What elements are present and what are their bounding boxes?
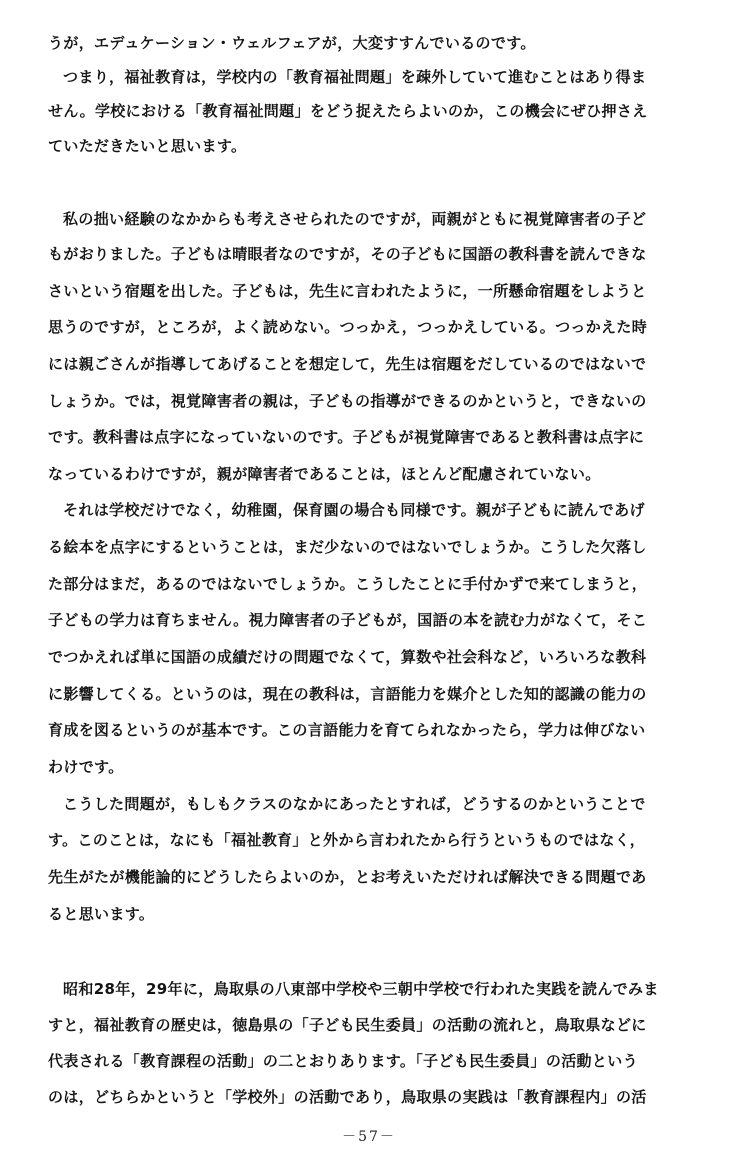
text-line: ていただきたいと思います。: [48, 137, 247, 155]
text-line: 先生がたが機能論的にどうしたらよいのか，とお考えいただければ解決できる問題であ: [48, 868, 647, 886]
text-line: す。このことは，なにも「福祉教育」と外から言われたから行うというものではなく，: [48, 831, 646, 849]
text-line: 育成を図るというのが基本です。この言語能力を育てられなかったら，学力は伸びない: [48, 721, 646, 739]
text-line: です。教科書は点字になっていないのです。子どもが視覚障害であると教科書は点字に: [48, 428, 645, 446]
text-line: もがおりました。子どもは晴眼者なのですが，その子どもに国語の教科書を読んできな: [48, 245, 647, 263]
text-line: に影響してくる。というのは，現在の教科は，言語能力を媒介とした知的認識の能力の: [48, 685, 647, 703]
text-line: 子どもの学力は育ちません。視力障害者の子どもが，国語の本を読む力がなくて，そこ: [48, 611, 648, 629]
text-line: なっているわけですが，親が障害者であることは，ほとんど配慮されていない。: [48, 465, 601, 483]
text-line: 思うのですが，ところが，よく読めない。つっかえ，つっかえしている。つっかえた時: [48, 318, 648, 336]
text-line: 昭和28年，29年に，鳥取県の八東部中学校や三朝中学校で行われた実践を読んでみま: [63, 980, 659, 998]
text-line: でつかえれば単に国語の成績だけの問題でなくて，算数や社会科など，いろいろな教科: [48, 648, 647, 666]
text-line: せん。学校における「教育福祉問題」をどう捉えたらよいのか，この機会にぜひ押さえ: [48, 102, 648, 120]
text-line: ると思います。: [48, 905, 155, 923]
text-line: しょうか。では，視覚障害者の親は，子どもの指導ができるのかというと，できないの: [48, 392, 647, 410]
text-line: それは学校だけでなく，幼稚園，保育園の場合も同様です。親が子どもに読んであげ: [63, 501, 645, 519]
text-line: 私の拙い経験のなかからも考えさせられたのですが，両親がともに視覚障害者の子ど: [63, 210, 647, 228]
page-number: －57－: [342, 1129, 396, 1145]
text-line: うが，エデュケーション・ウェルフェアが，大変すすんでいるのです。: [48, 34, 536, 52]
text-line: つまり，福祉教育は，学校内の「教育福祉問題」を疎外していて進むことはあり得ま: [63, 68, 647, 86]
text-line: る絵本を点字にするということは，まだ少ないのではないでしょうか。こうした欠落し: [48, 538, 647, 556]
text-line: わけです。: [48, 758, 124, 776]
text-line: 代表される「教育課程の活動」の二とおりあります。「子ども民生委員」の活動という: [48, 1052, 638, 1070]
text-line: すと，福祉教育の歴史は，徳島県の「子ども民生委員」の活動の流れと，鳥取県などに: [48, 1016, 647, 1034]
text-line: のは，どちらかというと「学校外」の活動であり，鳥取県の実践は「教育課程内」の活: [48, 1088, 647, 1106]
text-line: には親ごさんが指導してあげることを想定して，先生は宿題をだしているのではないで: [48, 355, 647, 373]
text-line: さいという宿題を出した。子どもは，先生に言われたように，一所懸命宿題をしようと: [48, 282, 647, 300]
text-line: こうした問題が，もしもクラスのなかにあったとすれば，どうするのかということで: [63, 795, 646, 813]
text-line: た部分はまだ，あるのではないでしょうか。こうしたことに手付かずで来てしまうと，: [48, 575, 648, 593]
